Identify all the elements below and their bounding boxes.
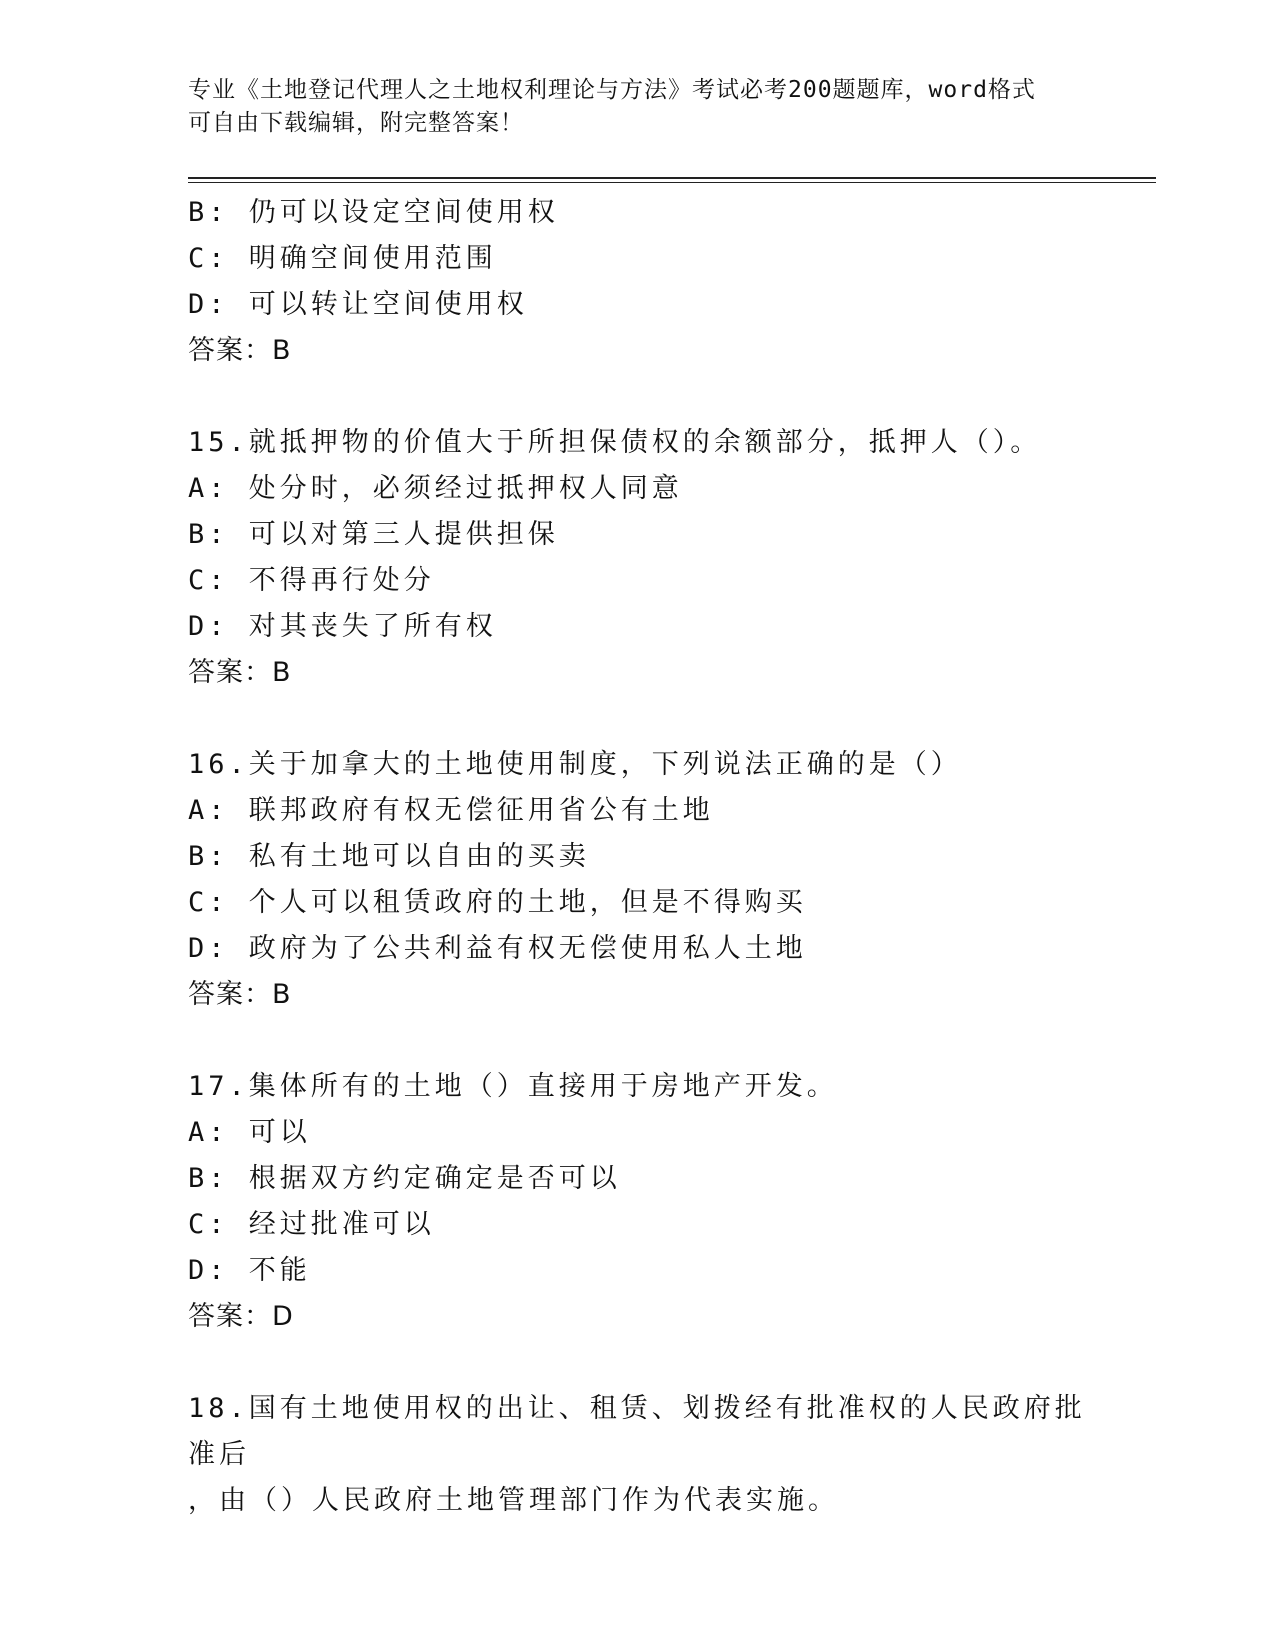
question-stem-line-2: ，由（）人民政府土地管理部门作为代表实施。 (188, 1485, 839, 1516)
option-d: D: 可以转让空间使用权 (188, 289, 528, 320)
question-17 (188, 1064, 1088, 1340)
question-list (188, 190, 1088, 1524)
header-divider-thin (188, 182, 1156, 183)
document-header (188, 74, 1088, 140)
answer: 答案：B (188, 979, 292, 1010)
option-a: A: 处分时，必须经过抵押权人同意 (188, 473, 683, 504)
option-b: B: 可以对第三人提供担保 (188, 519, 559, 550)
option-c: C: 明确空间使用范围 (188, 243, 497, 274)
answer: 答案：D (188, 1301, 294, 1332)
option-b: B: 仍可以设定空间使用权 (188, 197, 559, 228)
answer: 答案：B (188, 335, 292, 366)
question-stem: 16.关于加拿大的土地使用制度，下列说法正确的是（） (188, 749, 962, 780)
option-c: C: 个人可以租赁政府的土地，但是不得购买 (188, 887, 807, 918)
option-d: D: 对其丧失了所有权 (188, 611, 497, 642)
question-15 (188, 420, 1088, 696)
option-a: A: 可以 (188, 1117, 311, 1148)
question-stem: 17.集体所有的土地（）直接用于房地产开发。 (188, 1071, 838, 1102)
option-b: B: 私有土地可以自由的买卖 (188, 841, 590, 872)
header-line-1: 专业《土地登记代理人之土地权利理论与方法》考试必考200题题库，word格式 (188, 77, 1036, 103)
answer: 答案：B (188, 657, 292, 688)
option-d: D: 政府为了公共利益有权无偿使用私人土地 (188, 933, 807, 964)
option-c: C: 经过批准可以 (188, 1209, 435, 1240)
header-line-2: 可自由下载编辑，附完整答案！ (188, 110, 524, 136)
question-stem-line-1: 18.国有土地使用权的出让、租赁、划拨经有批准权的人民政府批准后 (188, 1393, 1086, 1470)
question-18 (188, 1386, 1088, 1524)
header-divider-thick (188, 177, 1156, 179)
option-a: A: 联邦政府有权无偿征用省公有土地 (188, 795, 714, 826)
question-14-partial (188, 190, 1088, 374)
question-stem: 15.就抵押物的价值大于所担保债权的余额部分，抵押人（）。 (188, 427, 1042, 458)
option-c: C: 不得再行处分 (188, 565, 435, 596)
option-d: D: 不能 (188, 1255, 311, 1286)
question-16 (188, 742, 1088, 1018)
option-b: B: 根据双方约定确定是否可以 (188, 1163, 621, 1194)
